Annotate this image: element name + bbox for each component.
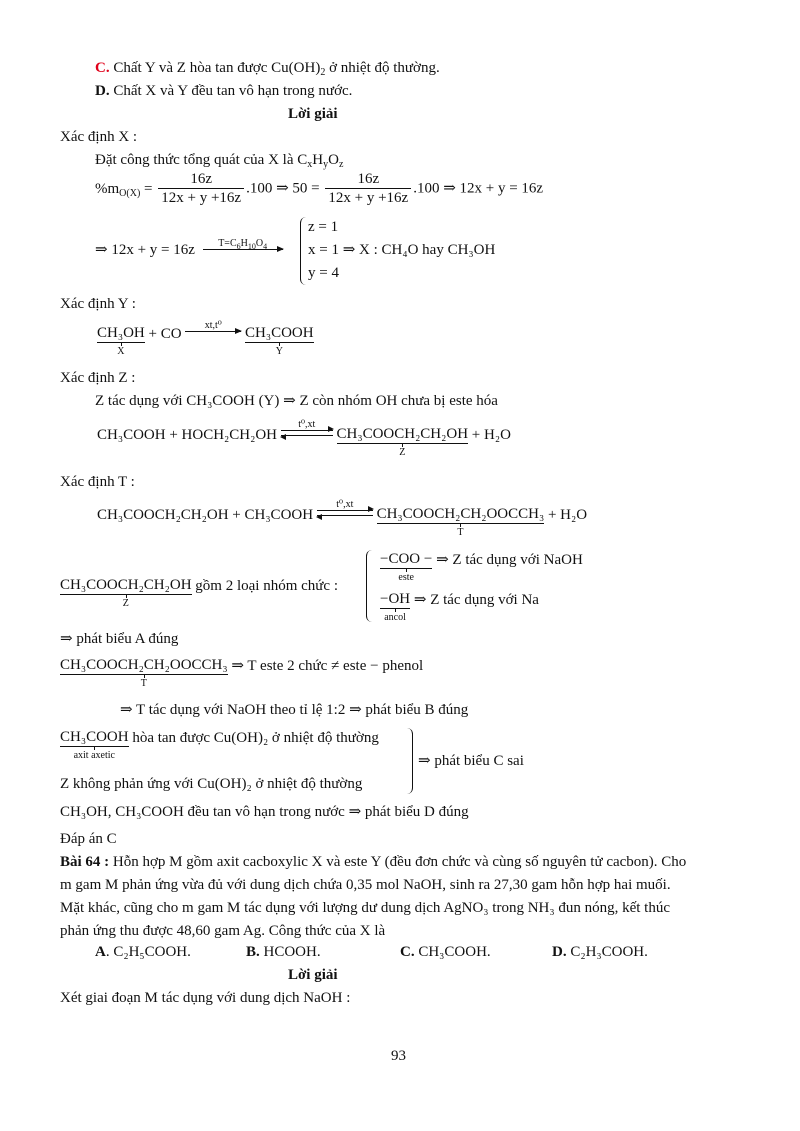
- z-equation: [97, 419, 511, 460]
- last-line: Xét giai đoạn M tác dụng với dung dịch NaOH :: [60, 990, 351, 1006]
- implies-line: [95, 238, 283, 259]
- implies-text: ⇒ 12x + y = 16z: [95, 242, 195, 258]
- fraction-1: [158, 170, 244, 207]
- opt-b-label: B.: [246, 944, 260, 960]
- x-heading: Xác định X :: [60, 129, 138, 145]
- acid-brace: [60, 729, 129, 762]
- z-eq-prod: CH₃COOCH₂CH₂OH: [336, 426, 469, 442]
- opt-d: C₂H₃COOH.: [566, 944, 648, 960]
- system-brace: [300, 217, 307, 285]
- pct-mid1: .100 ⇒ 50 =: [246, 180, 320, 197]
- option-d-letter: D.: [95, 83, 110, 99]
- option-c-text: Chất Y và Z hòa tan được Cu(OH): [109, 60, 321, 76]
- t-text: ⇒ T este 2 chức ≠ este − phenol: [231, 658, 424, 674]
- pct-lhs: %m: [95, 180, 120, 197]
- t-formula: CH₃COOCH₂CH₂OOCCH₃: [60, 657, 228, 673]
- y-equation: [97, 320, 314, 359]
- oh-line: [380, 591, 539, 625]
- bai-line1: [60, 853, 686, 871]
- option-c-letter: C.: [95, 60, 110, 76]
- arrow-cond-t: t⁰,xt: [336, 499, 354, 510]
- bai-line2: m gam M phản ứng vừa đủ với dung dịch chứa 0,35 mol NaOH, sinh ra 27,30 gam hỗn hợp hai muối.: [60, 877, 671, 893]
- z-noreact: Z không phản ứng với Cu(OH)₂ ở nhiệt độ thường: [60, 776, 363, 792]
- z-eq-right: + H₂O: [471, 427, 511, 443]
- x-formula-intro: Đặt công thức tổng quát của X là $C_xH_yO_z$: [95, 152, 344, 170]
- t-formula-brace: [60, 657, 228, 690]
- option-c-64: [400, 943, 491, 961]
- option-d-text: Chất X và Y đều tan vô hạn trong nước.: [109, 83, 353, 99]
- t-eq-left: CH₃COOCH₂CH₂OH + CH₃COOH: [97, 507, 314, 523]
- equilibrium-arrow-t: [317, 500, 373, 516]
- zgroup-formula: CH₃COOCH₂CH₂OH: [60, 577, 192, 593]
- sys-z: z = 1: [308, 219, 339, 235]
- acid-formula: CH₃COOH: [60, 729, 129, 745]
- frac2-den: 12x + y +16z: [328, 190, 409, 206]
- t-equation: [97, 499, 588, 540]
- oh-brace: [380, 591, 410, 624]
- oh-group: −OH: [380, 591, 411, 607]
- coo-line: [380, 551, 583, 585]
- reaction-arrow-y: [185, 321, 241, 332]
- frac1-num: 16z: [158, 170, 244, 189]
- zgroup-brace: [60, 577, 192, 610]
- t-heading: Xác định T :: [60, 474, 135, 490]
- opt-a-label: A: [95, 944, 106, 960]
- opt-c: CH₃COOH.: [414, 944, 491, 960]
- t-formula-label: T: [140, 678, 147, 689]
- solution-heading-2: Lời giải: [288, 967, 338, 983]
- opt-d-label: D.: [552, 944, 567, 960]
- z-eq-prod-label: Z: [399, 447, 406, 458]
- coo-brace: [380, 551, 432, 584]
- option-c-text2: ở nhiệt độ thường.: [325, 60, 440, 76]
- answer: Đáp án C: [60, 831, 117, 847]
- z-heading: Xác định Z :: [60, 370, 136, 386]
- y-lhs-brace: [97, 325, 145, 358]
- oh-text: ⇒ Z tác dụng với Na: [413, 592, 539, 608]
- bai-text1: Hỗn hợp M gồm axit cacboxylic X và este Y (đều đơn chức và cùng số nguyên tử cacbon). Cho: [109, 854, 687, 870]
- fraction-2: [325, 170, 411, 207]
- arrow-cond-z: t⁰,xt: [298, 419, 316, 430]
- y-plus: + CO: [148, 326, 182, 342]
- t-eq-prod: CH₃COOCH₂CH₂OOCCH₃: [376, 506, 545, 522]
- t-eq-right: + H₂O: [547, 507, 588, 523]
- pct-sub: O(X): [119, 187, 141, 199]
- z-eq-left: CH₃COOH + HOCH₂CH₂OH: [97, 427, 277, 443]
- c-brace: [406, 728, 413, 794]
- option-a-64: [95, 943, 191, 961]
- acid-line: [60, 729, 379, 763]
- option-c: C. Chất Y và Z hòa tan được $Cu(OH)_2$ ở nhiệt độ thường.: [95, 60, 440, 78]
- opt-a: . C₂H₅COOH.: [105, 944, 191, 960]
- bai-label: Bài 64 :: [60, 854, 110, 870]
- y-rhs-brace: [245, 325, 314, 358]
- reaction-arrow-x: [203, 239, 283, 250]
- statement-d: CH₃OH, CH₃COOH đều tan vô hạn trong nước ⇒ phát biểu D đúng: [60, 804, 469, 820]
- statement-a: ⇒ phát biểu A đúng: [60, 631, 179, 647]
- coo-text: ⇒ Z tác dụng với NaOH: [436, 552, 583, 568]
- t-prod-brace: [377, 506, 545, 539]
- zgroup-line: [60, 577, 338, 611]
- y-rhs: CH₃COOH: [245, 325, 314, 341]
- sys-x: x = 1 ⇒ X : CH₄O hay CH₃OH: [308, 242, 496, 258]
- arrow-cond-y: xt,t⁰: [204, 320, 222, 331]
- percent-equation: $\%m_{O(X)}$ = $\frac{16z}{12x + y +16z}$ .100 ⇒ 50 = $\frac{16z}{12x + y +16z}$ .100 ⇒ 12x + y = 16z: [95, 171, 544, 206]
- bai-line3: Mặt khác, cũng cho m gam M tác dụng với lượng dư dung dịch AgNO₃ trong NH₃ đun nóng, kết thúc: [60, 900, 670, 916]
- equilibrium-arrow-z: [281, 420, 333, 436]
- y-lhs-label: X: [117, 346, 125, 357]
- option-b-64: [246, 943, 321, 961]
- coo-group: −COO −: [380, 551, 433, 567]
- group-brace: [366, 550, 373, 622]
- t-eq-prod-label: T: [457, 527, 464, 538]
- solution-heading: Lời giải: [288, 106, 338, 122]
- z-prod-brace: [337, 426, 469, 459]
- option-d: [95, 82, 352, 100]
- sys-y: y = 4: [308, 265, 339, 281]
- z-note: Z tác dụng với CH₃COOH (Y) ⇒ Z còn nhóm OH chưa bị este hóa: [95, 393, 498, 409]
- frac1-den: 12x + y +16z: [161, 190, 242, 206]
- arrow-cond-x: $T=C_6H_{10}O_4$: [218, 238, 268, 252]
- frac2-num: 16z: [325, 170, 411, 189]
- zgroup-label: Z: [122, 598, 129, 609]
- zgroup-text: gồm 2 loại nhóm chức :: [195, 578, 338, 594]
- y-heading: Xác định Y :: [60, 296, 136, 312]
- opt-c-label: C.: [400, 944, 415, 960]
- opt-b: HCOOH.: [259, 944, 321, 960]
- acid-text: hòa tan được Cu(OH)₂ ở nhiệt độ thường: [132, 730, 379, 746]
- statement-b: ⇒ T tác dụng với NaOH theo tỉ lệ 1:2 ⇒ phát biểu B đúng: [120, 702, 469, 718]
- statement-c: ⇒ phát biểu C sai: [418, 753, 524, 769]
- coo-label: este: [398, 572, 414, 583]
- pct-mid2: .100 ⇒ 12x + y = 16z: [413, 180, 544, 197]
- acid-label: axit axetic: [73, 750, 115, 761]
- page-number: 93: [391, 1048, 406, 1064]
- option-d-64: [552, 943, 648, 961]
- y-rhs-label: Y: [275, 346, 283, 357]
- t-ester-line: [60, 657, 423, 691]
- x-intro-text: Đặt công thức tổng quát của X là C: [95, 152, 308, 168]
- y-lhs: CH₃OH: [97, 325, 145, 341]
- bai-line4: phản ứng thu được 48,60 gam Ag. Công thức của X là: [60, 923, 386, 939]
- oh-label: ancol: [384, 612, 406, 623]
